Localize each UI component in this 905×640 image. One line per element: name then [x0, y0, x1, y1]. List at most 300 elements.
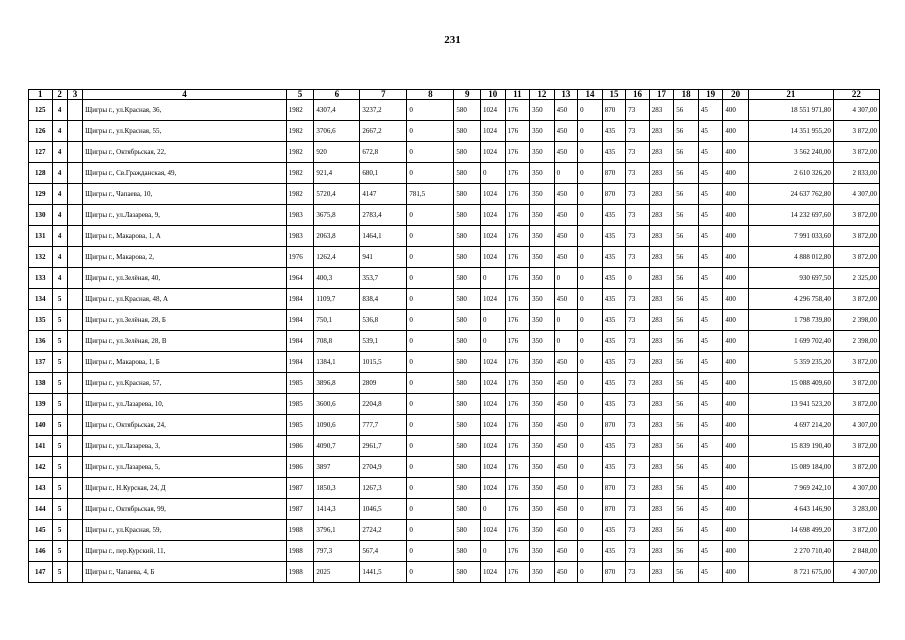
table-cell: 8 721 675,00 — [748, 562, 833, 583]
table-cell: 283 — [649, 394, 674, 415]
table-cell: 580 — [454, 520, 481, 541]
table-cell: 580 — [454, 415, 481, 436]
table-cell: 0 — [578, 499, 603, 520]
address-cell: Щигры г., Н.Курская, 24, Д — [83, 478, 287, 499]
table-cell: 0 — [578, 184, 603, 205]
table-cell: 1988 — [286, 541, 314, 562]
table-cell: 0 — [578, 415, 603, 436]
table-cell: 580 — [454, 394, 481, 415]
table-cell: 283 — [649, 310, 674, 331]
table-cell: 2 833,00 — [833, 163, 879, 184]
table-cell: 1024 — [481, 352, 506, 373]
table-cell: 176 — [505, 226, 530, 247]
table-cell: 536,8 — [360, 310, 407, 331]
column-header: 12 — [530, 90, 555, 100]
table-cell: 450 — [554, 247, 578, 268]
table-cell: 45 — [698, 541, 723, 562]
table-cell: 18 551 971,80 — [748, 100, 833, 121]
table-cell: 132 — [29, 247, 53, 268]
table-cell: 4 — [52, 184, 67, 205]
table-cell: 400 — [723, 310, 749, 331]
table-cell: 0 — [407, 541, 454, 562]
table-cell: 1983 — [286, 226, 314, 247]
table-cell: 0 — [578, 268, 603, 289]
table-cell: 73 — [626, 226, 650, 247]
table-cell: 176 — [505, 247, 530, 268]
table-cell: 45 — [698, 121, 723, 142]
table-cell: 450 — [554, 352, 578, 373]
table-cell: 400 — [723, 226, 749, 247]
table-cell — [67, 226, 82, 247]
table-cell: 0 — [481, 499, 506, 520]
table-cell: 708,8 — [314, 331, 360, 352]
table-cell — [67, 478, 82, 499]
table-cell: 0 — [481, 331, 506, 352]
table-cell: 1982 — [286, 100, 314, 121]
table-cell: 920 — [314, 142, 360, 163]
column-header: 8 — [407, 90, 454, 100]
table-cell: 4090,7 — [314, 436, 360, 457]
table-cell: 5 — [52, 352, 67, 373]
table-cell: 350 — [530, 352, 555, 373]
table-cell: 56 — [674, 562, 699, 583]
table-cell: 0 — [578, 520, 603, 541]
table-cell: 0 — [407, 373, 454, 394]
table-cell: 3 872,00 — [833, 121, 879, 142]
table-cell: 580 — [454, 184, 481, 205]
table-row — [29, 268, 880, 289]
table-cell: 0 — [407, 310, 454, 331]
table-cell: 5 — [52, 436, 67, 457]
table-cell: 2 270 710,40 — [748, 541, 833, 562]
table-cell: 3237,2 — [360, 100, 407, 121]
table-cell: 4 — [52, 268, 67, 289]
table-row — [29, 436, 880, 457]
address-cell: Щигры г., ул.Зелёная, 28, В — [83, 331, 287, 352]
table-cell: 400 — [723, 478, 749, 499]
table-cell: 1024 — [481, 121, 506, 142]
table-cell: 1984 — [286, 310, 314, 331]
table-body — [29, 100, 880, 583]
table-cell — [67, 205, 82, 226]
table-cell: 125 — [29, 100, 53, 121]
column-header: 15 — [602, 90, 626, 100]
table-row — [29, 247, 880, 268]
table-cell: 400 — [723, 121, 749, 142]
table-cell: 5 — [52, 373, 67, 394]
column-header: 7 — [360, 90, 407, 100]
table-cell: 1024 — [481, 520, 506, 541]
table-cell: 4 697 214,20 — [748, 415, 833, 436]
address-cell: Щигры г., ул.Зелёная, 40, — [83, 268, 287, 289]
table-cell: 45 — [698, 226, 723, 247]
table-cell — [67, 142, 82, 163]
table-cell: 176 — [505, 352, 530, 373]
table-cell — [67, 121, 82, 142]
table-cell: 130 — [29, 205, 53, 226]
table-cell: 3 872,00 — [833, 226, 879, 247]
table-cell: 400 — [723, 100, 749, 121]
table-cell: 0 — [578, 394, 603, 415]
table-cell: 870 — [602, 100, 626, 121]
table-cell: 0 — [578, 121, 603, 142]
table-cell: 2063,8 — [314, 226, 360, 247]
table-cell: 45 — [698, 310, 723, 331]
table-cell: 176 — [505, 394, 530, 415]
table-cell: 140 — [29, 415, 53, 436]
table-cell: 56 — [674, 499, 699, 520]
table-cell: 56 — [674, 373, 699, 394]
table-cell: 73 — [626, 562, 650, 583]
table-cell: 45 — [698, 184, 723, 205]
table-cell: 567,4 — [360, 541, 407, 562]
table-cell: 176 — [505, 100, 530, 121]
address-cell: Щигры г., Чапаева, 10, — [83, 184, 287, 205]
table-cell: 73 — [626, 352, 650, 373]
table-row — [29, 352, 880, 373]
table-cell — [67, 394, 82, 415]
table-cell: 435 — [602, 247, 626, 268]
table-cell: 1262,4 — [314, 247, 360, 268]
table-cell: 56 — [674, 226, 699, 247]
column-header: 2 — [52, 90, 67, 100]
table-cell: 1109,7 — [314, 289, 360, 310]
table-row — [29, 310, 880, 331]
address-cell: Щигры г., ул.Лазарева, 5, — [83, 457, 287, 478]
table-cell: 139 — [29, 394, 53, 415]
table-row — [29, 205, 880, 226]
table-cell: 283 — [649, 268, 674, 289]
table-cell: 176 — [505, 457, 530, 478]
table-cell: 283 — [649, 436, 674, 457]
table-cell: 0 — [578, 247, 603, 268]
table-cell: 3 872,00 — [833, 520, 879, 541]
table-cell: 138 — [29, 373, 53, 394]
table-cell: 1985 — [286, 373, 314, 394]
table-cell: 73 — [626, 184, 650, 205]
table-row — [29, 373, 880, 394]
table-row — [29, 562, 880, 583]
table-cell: 1024 — [481, 142, 506, 163]
table-cell: 73 — [626, 415, 650, 436]
table-cell: 350 — [530, 121, 555, 142]
address-cell: Щигры г., Макарова, 2, — [83, 247, 287, 268]
table-cell: 3 872,00 — [833, 436, 879, 457]
table-cell: 136 — [29, 331, 53, 352]
table-cell: 5 — [52, 394, 67, 415]
table-cell: 0 — [407, 436, 454, 457]
table-cell: 0 — [407, 478, 454, 499]
column-header: 4 — [83, 90, 287, 100]
table-cell: 45 — [698, 394, 723, 415]
table-cell: 3600,6 — [314, 394, 360, 415]
table-cell: 0 — [578, 436, 603, 457]
address-cell: Щигры г., пер.Курский, 11, — [83, 541, 287, 562]
table-cell: 73 — [626, 394, 650, 415]
table-cell — [67, 457, 82, 478]
table-cell: 580 — [454, 373, 481, 394]
table-cell: 1982 — [286, 121, 314, 142]
table-cell: 45 — [698, 478, 723, 499]
table-cell: 0 — [407, 562, 454, 583]
table-cell: 283 — [649, 541, 674, 562]
table-cell: 176 — [505, 310, 530, 331]
table-cell: 435 — [602, 121, 626, 142]
table-cell: 73 — [626, 478, 650, 499]
table-cell: 5720,4 — [314, 184, 360, 205]
table-cell: 0 — [578, 310, 603, 331]
table-cell: 3 283,00 — [833, 499, 879, 520]
address-cell: Щигры г., Св.Гражданская, 49, — [83, 163, 287, 184]
table-cell: 56 — [674, 163, 699, 184]
address-cell: Щигры г., ул.Лазарева, 10, — [83, 394, 287, 415]
table-cell: 350 — [530, 226, 555, 247]
table-cell: 1024 — [481, 562, 506, 583]
table-cell: 400 — [723, 457, 749, 478]
table-cell: 350 — [530, 289, 555, 310]
table-cell: 4 307,00 — [833, 415, 879, 436]
table-cell: 73 — [626, 457, 650, 478]
table-cell: 435 — [602, 310, 626, 331]
table-cell: 4 307,00 — [833, 184, 879, 205]
table-cell: 2724,2 — [360, 520, 407, 541]
table-cell: 283 — [649, 142, 674, 163]
table-cell: 0 — [407, 331, 454, 352]
table-cell: 1024 — [481, 184, 506, 205]
table-cell: 283 — [649, 205, 674, 226]
table-cell: 0 — [407, 163, 454, 184]
table-cell: 1090,6 — [314, 415, 360, 436]
table-cell: 73 — [626, 100, 650, 121]
table-cell: 797,3 — [314, 541, 360, 562]
table-cell — [67, 436, 82, 457]
table-cell: 283 — [649, 331, 674, 352]
table-cell: 45 — [698, 499, 723, 520]
table-cell: 777,7 — [360, 415, 407, 436]
table-cell — [67, 310, 82, 331]
address-cell: Щигры г., ул.Красная, 57, — [83, 373, 287, 394]
address-cell: Щигры г., ул.Лазарева, 9, — [83, 205, 287, 226]
table-cell: 400 — [723, 247, 749, 268]
table-cell: 580 — [454, 331, 481, 352]
table-cell: 870 — [602, 562, 626, 583]
table-cell: 56 — [674, 331, 699, 352]
page-number: 231 — [444, 34, 461, 46]
column-header: 10 — [481, 90, 506, 100]
table-cell: 450 — [554, 457, 578, 478]
table-row — [29, 121, 880, 142]
table-cell: 400 — [723, 331, 749, 352]
table-cell: 580 — [454, 121, 481, 142]
table-cell: 1985 — [286, 394, 314, 415]
table-cell: 838,4 — [360, 289, 407, 310]
column-header: 13 — [554, 90, 578, 100]
table-cell: 1983 — [286, 205, 314, 226]
column-header: 17 — [649, 90, 674, 100]
table-cell: 4 307,00 — [833, 562, 879, 583]
table-cell — [67, 499, 82, 520]
table-row — [29, 226, 880, 247]
table-cell: 45 — [698, 163, 723, 184]
table-cell: 45 — [698, 562, 723, 583]
table-cell: 15 088 409,60 — [748, 373, 833, 394]
table-cell: 5 — [52, 499, 67, 520]
table-cell: 5 — [52, 310, 67, 331]
table-cell: 0 — [407, 100, 454, 121]
table-cell: 73 — [626, 520, 650, 541]
table-cell: 2 848,00 — [833, 541, 879, 562]
table-cell: 283 — [649, 415, 674, 436]
table-cell: 400 — [723, 499, 749, 520]
table-cell: 283 — [649, 520, 674, 541]
table-cell: 350 — [530, 142, 555, 163]
table-cell: 56 — [674, 289, 699, 310]
column-header: 6 — [314, 90, 360, 100]
column-header: 21 — [748, 90, 833, 100]
table-cell: 73 — [626, 205, 650, 226]
table-cell: 921,4 — [314, 163, 360, 184]
table-cell: 0 — [554, 268, 578, 289]
column-header: 11 — [505, 90, 530, 100]
table-cell: 176 — [505, 520, 530, 541]
table-cell: 1015,5 — [360, 352, 407, 373]
address-cell: Щигры г., ул.Красная, 55, — [83, 121, 287, 142]
table-cell: 580 — [454, 163, 481, 184]
table-cell: 350 — [530, 457, 555, 478]
table-cell: 129 — [29, 184, 53, 205]
table-cell: 176 — [505, 142, 530, 163]
table-cell: 73 — [626, 436, 650, 457]
table-cell: 350 — [530, 184, 555, 205]
table-cell: 0 — [407, 457, 454, 478]
table-cell: 0 — [578, 373, 603, 394]
table-cell: 539,1 — [360, 331, 407, 352]
table-cell: 4 — [52, 247, 67, 268]
table-cell: 4 888 012,80 — [748, 247, 833, 268]
table-cell: 0 — [407, 142, 454, 163]
table-cell: 56 — [674, 541, 699, 562]
table-cell: 435 — [602, 436, 626, 457]
address-cell: Щигры г., ул.Зелёная, 28, Б — [83, 310, 287, 331]
table-row — [29, 499, 880, 520]
table-cell: 56 — [674, 436, 699, 457]
table-row — [29, 100, 880, 121]
table-row — [29, 331, 880, 352]
table-cell — [67, 373, 82, 394]
table-cell: 350 — [530, 331, 555, 352]
table-cell: 45 — [698, 352, 723, 373]
table-cell: 147 — [29, 562, 53, 583]
table-cell: 3897 — [314, 457, 360, 478]
table-cell: 435 — [602, 352, 626, 373]
address-cell: Щигры г., ул.Красная, 36, — [83, 100, 287, 121]
table-cell: 580 — [454, 142, 481, 163]
address-cell: Щигры г., Чапаева, 4, Б — [83, 562, 287, 583]
table-cell: 73 — [626, 310, 650, 331]
table-cell: 3 872,00 — [833, 457, 879, 478]
table-cell: 176 — [505, 121, 530, 142]
table-cell: 400 — [723, 289, 749, 310]
table-cell: 73 — [626, 142, 650, 163]
table-cell: 14 351 955,20 — [748, 121, 833, 142]
table-cell: 750,1 — [314, 310, 360, 331]
table-cell: 283 — [649, 499, 674, 520]
table-cell: 4 — [52, 226, 67, 247]
table-cell — [67, 352, 82, 373]
table-cell: 73 — [626, 121, 650, 142]
table-cell: 3 872,00 — [833, 247, 879, 268]
table-cell: 680,1 — [360, 163, 407, 184]
table-cell: 580 — [454, 268, 481, 289]
table-cell: 400 — [723, 394, 749, 415]
table-cell: 176 — [505, 289, 530, 310]
table-cell: 2 398,00 — [833, 331, 879, 352]
table-cell: 0 — [578, 142, 603, 163]
table-cell: 283 — [649, 247, 674, 268]
table-cell: 450 — [554, 478, 578, 499]
table-cell: 0 — [578, 562, 603, 583]
table-cell: 56 — [674, 352, 699, 373]
table-cell: 45 — [698, 205, 723, 226]
table-cell: 15 089 184,00 — [748, 457, 833, 478]
table-cell: 350 — [530, 415, 555, 436]
table-cell: 1267,3 — [360, 478, 407, 499]
table-cell: 580 — [454, 310, 481, 331]
table-cell: 45 — [698, 436, 723, 457]
column-number-row — [29, 90, 880, 100]
table-cell: 3 872,00 — [833, 352, 879, 373]
table-cell: 0 — [407, 352, 454, 373]
table-cell: 2204,8 — [360, 394, 407, 415]
table-cell: 435 — [602, 142, 626, 163]
table-cell: 176 — [505, 541, 530, 562]
table-cell: 0 — [407, 520, 454, 541]
table-cell: 1024 — [481, 478, 506, 499]
table-row — [29, 520, 880, 541]
table-cell: 0 — [407, 499, 454, 520]
table-cell: 0 — [554, 163, 578, 184]
table-cell: 1024 — [481, 394, 506, 415]
table-cell: 870 — [602, 415, 626, 436]
table-cell: 45 — [698, 247, 723, 268]
table-cell: 143 — [29, 478, 53, 499]
table-cell: 4 — [52, 142, 67, 163]
table-cell: 3675,8 — [314, 205, 360, 226]
table-cell: 580 — [454, 352, 481, 373]
table-cell — [67, 100, 82, 121]
table-cell: 176 — [505, 478, 530, 499]
table-cell: 0 — [578, 289, 603, 310]
table-cell: 672,8 — [360, 142, 407, 163]
table-cell: 73 — [626, 541, 650, 562]
table-cell: 2667,2 — [360, 121, 407, 142]
address-cell: Щигры г., ул.Лазарева, 3, — [83, 436, 287, 457]
table-cell: 56 — [674, 268, 699, 289]
table-cell: 1982 — [286, 142, 314, 163]
table-cell: 353,7 — [360, 268, 407, 289]
table-cell: 0 — [407, 247, 454, 268]
table-cell: 0 — [481, 268, 506, 289]
column-header: 14 — [578, 90, 603, 100]
table-cell: 350 — [530, 478, 555, 499]
table-cell: 4147 — [360, 184, 407, 205]
table-cell: 1984 — [286, 352, 314, 373]
table-cell: 350 — [530, 247, 555, 268]
table-cell: 1987 — [286, 478, 314, 499]
table-cell — [67, 247, 82, 268]
table-cell: 0 — [554, 310, 578, 331]
table-cell: 400 — [723, 541, 749, 562]
